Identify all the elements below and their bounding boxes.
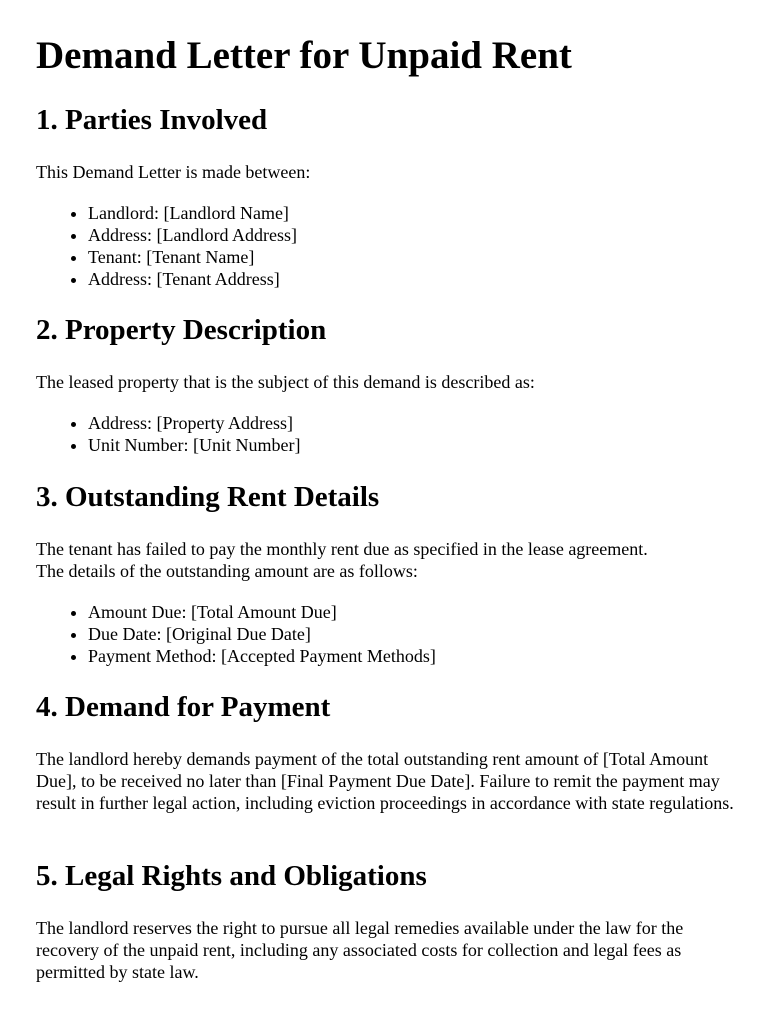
list-item-landlord-name: • Landlord: [Landlord Name]	[88, 202, 748, 224]
section-heading-property: 2. Property Description	[36, 314, 327, 346]
parties-list	[36, 202, 748, 290]
list-item-tenant-address: • Address: [Tenant Address]	[88, 268, 748, 290]
list-item-landlord-address: • Address: [Landlord Address]	[88, 224, 748, 246]
list-item-property-address: • Address: [Property Address]	[88, 412, 748, 434]
outstanding-rent-list	[36, 601, 748, 667]
section-intro-parties: This Demand Letter is made between:	[36, 162, 311, 182]
list-item-unit-number: • Unit Number: [Unit Number]	[88, 434, 748, 456]
property-list	[36, 412, 748, 456]
list-item-payment-method: • Payment Method: [Accepted Payment Methods]	[88, 645, 748, 667]
section-heading-demand: 4. Demand for Payment	[36, 691, 331, 723]
section-heading-legal-rights: 5. Legal Rights and Obligations	[36, 860, 427, 892]
document-title: Demand Letter for Unpaid Rent	[36, 34, 572, 77]
section-heading-outstanding-rent: 3. Outstanding Rent Details	[36, 481, 380, 513]
section-intro-property: The leased property that is the subject of this demand is described as:	[36, 372, 535, 392]
list-item-tenant-name: • Tenant: [Tenant Name]	[88, 246, 748, 268]
section-body-legal-rights: The landlord reserves the right to pursue all legal remedies available under the law for the recovery of the unpaid rent, including any associated costs for collection and legal fees as permitted by state law.	[36, 918, 684, 982]
section-intro-outstanding-rent: The tenant has failed to pay the monthly rent due as specified in the lease agreement. The details of the outstanding amount are as follows:	[36, 539, 648, 581]
list-item-amount-due: • Amount Due: [Total Amount Due]	[88, 601, 748, 623]
section-heading-parties: 1. Parties Involved	[36, 104, 268, 136]
list-item-due-date: • Due Date: [Original Due Date]	[88, 623, 748, 645]
section-body-demand: The landlord hereby demands payment of the total outstanding rent amount of [Total Amount Due], to be received no later than [Final Payment Due Date]. Failure to remit the payment may result in further legal action, including eviction proceedings in accordance with state regulations.	[36, 749, 734, 813]
